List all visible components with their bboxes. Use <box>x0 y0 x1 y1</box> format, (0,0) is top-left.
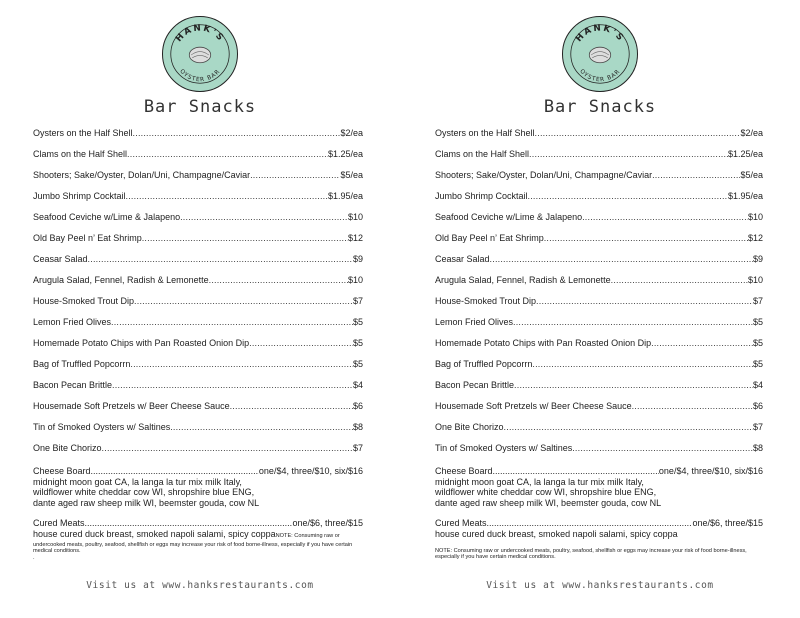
menu-item: House-Smoked Trout Dip ..... $7 <box>435 296 763 317</box>
menu-item: Seafood Ceviche w/Lime & Jalapeno ..... $10 <box>33 212 363 233</box>
menu-item: Lemon Fried Olives ..... $5 <box>435 317 763 338</box>
menu-item: One Bite Chorizo ..... $7 <box>435 422 763 443</box>
oyster-logo-graphic <box>163 17 237 91</box>
svg-text:OYSTER BAR: OYSTER BAR <box>578 68 622 84</box>
svg-text:HANK'S: HANK'S <box>174 23 226 45</box>
menu-list <box>33 128 363 561</box>
menu-item: Ceasar Salad ..... $9 <box>435 254 763 275</box>
menu-item: Bag of Truffled Popcorrn ..... $5 <box>435 359 763 380</box>
menu-item: Lemon Fried Olives ..... $5 <box>33 317 363 338</box>
menu-item: Clams on the Half Shell ..... $1.25/ea <box>33 149 363 170</box>
menu-item: Oysters on the Half Shell ..... $2/ea <box>33 128 363 149</box>
menu-item: Housemade Soft Pretzels w/ Beer Cheese Sauce ..... $6 <box>435 401 763 422</box>
menu-item: Homemade Potato Chips with Pan Roasted Onion Dip ..... $5 <box>435 338 763 359</box>
menu-item: Bag of Truffled Popcorrn ..... $5 <box>33 359 363 380</box>
hanks-oyster-bar-logo <box>162 16 238 92</box>
cheese-board: Cheese Board ..... one/$4, three/$10, six/$16 midnight moon goat CA, la langa la tur mix milk Italy, wildflower white cheddar cow WI, shropshire blue ENG, dante aged raw sheep milk WI, beemster gouda, cow NL <box>33 466 363 508</box>
menu-item: Old Bay Peel n’ Eat Shrimp ..... $12 <box>33 233 363 254</box>
cheese-board: Cheese Board ..... one/$4, three/$10, six/$16 midnight moon goat CA, la langa la tur mix milk Italy, wildflower white cheddar cow WI, shropshire blue ENG, dante aged raw sheep milk WI, beemster gouda, cow NL <box>435 466 763 508</box>
menu-item: House-Smoked Trout Dip ..... $7 <box>33 296 363 317</box>
oyster-logo-graphic <box>563 17 637 91</box>
menu-item: Bacon Pecan Brittle ..... $4 <box>33 380 363 401</box>
menu-item: Ceasar Salad ..... $9 <box>33 254 363 275</box>
menu-item: Housemade Soft Pretzels w/ Beer Cheese Sauce ..... $6 <box>33 401 363 422</box>
health-note: NOTE: Consuming raw or undercooked meats, poultry, seafood, shellfish or eggs may increase your risk of food borne-illness, especially if you have certain medical conditions. <box>435 547 747 561</box>
page-title: Bar Snacks <box>143 97 257 117</box>
footer-website: Visit us at www.hanksrestaurants.com <box>486 580 714 591</box>
menu-item: Arugula Salad, Fennel, Radish & Lemonette ..... $10 <box>33 275 363 296</box>
menu-item: Seafood Ceviche w/Lime & Jalapeno ..... $10 <box>435 212 763 233</box>
page-title: Bar Snacks <box>543 97 657 117</box>
menu-item: Tin of Smoked Oysters w/ Saltines ..... $8 <box>33 422 363 443</box>
menu-item: Shooters; Sake/Oyster, Dolan/Uni, Champagne/Caviar ..... $5/ea <box>33 170 363 191</box>
menu-page-right <box>400 0 800 618</box>
oyster-icon <box>589 47 610 63</box>
menu-item: Clams on the Half Shell ..... $1.25/ea <box>435 149 763 170</box>
menu-item: Oysters on the Half Shell ..... $2/ea <box>435 128 763 149</box>
svg-text:HANK'S: HANK'S <box>574 23 626 45</box>
menu-item: Old Bay Peel n’ Eat Shrimp ..... $12 <box>435 233 763 254</box>
menu-item: One Bite Chorizo ..... $7 <box>33 443 363 464</box>
oyster-icon <box>189 47 210 63</box>
menu-item: Jumbo Shrimp Cocktail ..... $1.95/ea <box>435 191 763 212</box>
cured-meats: Cured Meats ..... one/$6, three/$15 house cured duck breast, smoked napoli salami, spicy coppa NOTE: Consuming raw or undercooked meats, poultry, seafood, shellfish or eggs may increase your risk of food borne-illness, especially if you have certain medical conditions. <box>435 518 763 560</box>
menu-list <box>435 128 763 561</box>
menu-item: Shooters; Sake/Oyster, Dolan/Uni, Champagne/Caviar ..... $5/ea <box>435 170 763 191</box>
menu-item: Bacon Pecan Brittle ..... $4 <box>435 380 763 401</box>
hanks-oyster-bar-logo <box>562 16 638 92</box>
footer-website: Visit us at www.hanksrestaurants.com <box>86 580 314 591</box>
cured-meats: Cured Meats ..... one/$6, three/$15 house cured duck breast, smoked napoli salami, spicy coppaNOTE: Consuming raw or undercooked meats, poultry, seafood, shellfish or eggs may increase your risk of food borne-illness, especially if you have certain medical conditions. . <box>33 518 363 561</box>
menu-item: Tin of Smoked Oysters w/ Saltines ..... $8 <box>435 443 763 464</box>
health-note: undercooked meats, poultry, seafood, shellfish or eggs may increase your risk of food borne-illness, especially if you have certain medical conditions. <box>33 541 353 555</box>
menu-item: Arugula Salad, Fennel, Radish & Lemonette ..... $10 <box>435 275 763 296</box>
menu-item: Jumbo Shrimp Cocktail ..... $1.95/ea <box>33 191 363 212</box>
menu-item: Homemade Potato Chips with Pan Roasted Onion Dip ..... $5 <box>33 338 363 359</box>
svg-text:OYSTER BAR: OYSTER BAR <box>178 68 222 84</box>
